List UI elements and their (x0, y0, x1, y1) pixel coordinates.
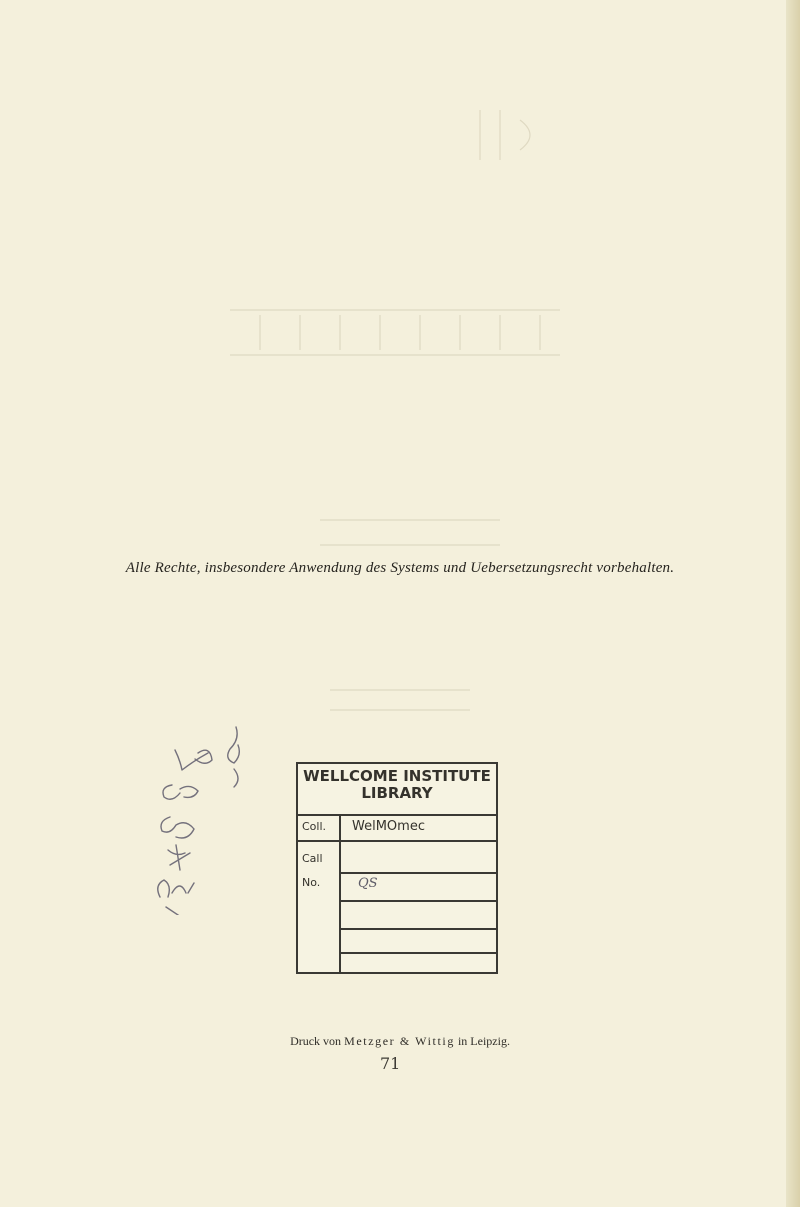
page-edge-shadow (786, 0, 800, 1207)
handwritten-pencil-marks (150, 725, 270, 915)
stamp-row-divider (341, 900, 496, 902)
stamp-title-line2: LIBRARY (361, 784, 433, 802)
stamp-title-line1: WELLCOME INSTITUTE (303, 767, 491, 785)
stamp-value-no: QS (358, 876, 378, 891)
stamp-row-divider (341, 872, 496, 874)
stamp-title (298, 764, 496, 816)
stamp-value-coll: WelMOmec (352, 819, 425, 834)
stamp-label-coll: Coll. (302, 820, 327, 833)
printer-name: Metzger & Wittig (344, 1034, 455, 1048)
stamp-label-call: Call (302, 852, 323, 865)
rights-notice: Alle Rechte, insbesondere Anwendung des Systems und Uebersetzungsrecht vorbehalten. (125, 560, 675, 576)
library-stamp (296, 762, 498, 974)
printer-imprint (0, 1034, 800, 1049)
stamp-row-divider (341, 952, 496, 954)
printer-suffix: in Leipzig. (457, 1034, 510, 1048)
folio-mark: 71 (380, 1054, 401, 1073)
printer-prefix: Druck von (290, 1034, 342, 1048)
stamp-grid (298, 814, 496, 972)
stamp-row-divider (341, 928, 496, 930)
stamp-row-divider (298, 840, 496, 842)
stamp-label-no: No. (302, 876, 321, 889)
stamp-column-divider (339, 814, 341, 972)
